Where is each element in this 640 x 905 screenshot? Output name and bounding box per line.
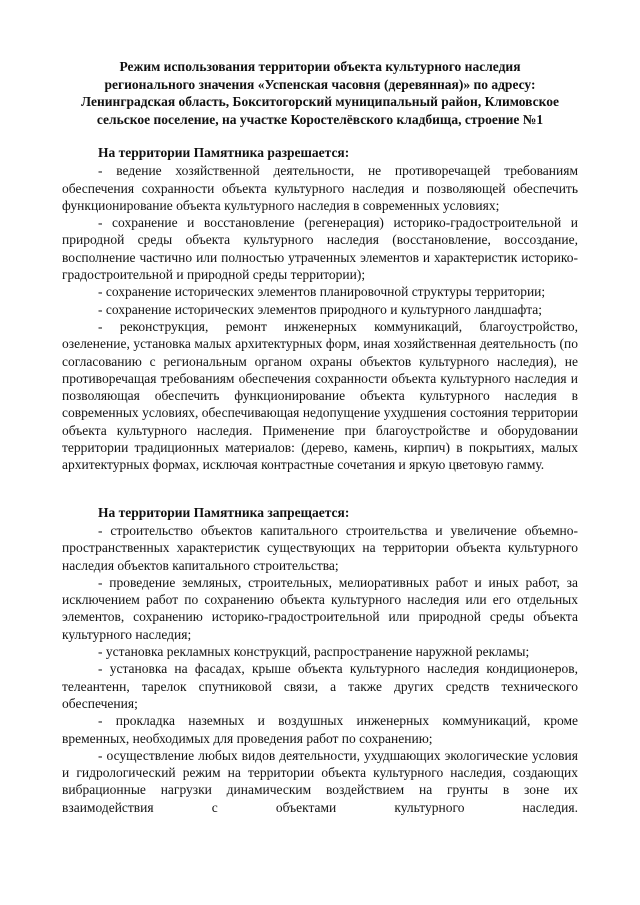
title-line: сельское поселение, на участке Коростелёвского кладбища, строение №1	[96, 111, 544, 127]
allowed-item: - сохранение исторических элементов природного и культурного ландшафта;	[98, 301, 543, 317]
allowed-item: - сохранение и восстановление (регенерация) историко-градостроительной и природной среды объекта культурного наследия (восстановление, воссоздание, восполнение частично или полностью утраченных элементов и характеристик историко-градостроительной и природной среды территории);	[62, 215, 578, 283]
document-page	[62, 58, 578, 816]
allowed-item: - сохранение исторических элементов планировочной структуры территории;	[98, 284, 546, 300]
forbidden-item: - установка на фасадах, крыше объекта культурного наследия кондиционеров, телеантенн, тарелок спутниковой связи, а также других средств технического обеспечения;	[62, 661, 578, 711]
allowed-heading: На территории Памятника разрешается:	[98, 145, 350, 160]
allowed-item: - реконструкция, ремонт инженерных коммуникаций, благоустройство, озеленение, установка малых архитектурных форм, иная хозяйственная деятельность (по согласованию с региональным органом охраны объектов культурного наследия), не противоречащая требованиям обеспечения сохранности объекта культурного наследия и позволяющая обеспечить функционирование объекта культурного наследия в современных условиях, обеспечивающая недопущение ухудшения состояния территории объекта культурного наследия. Применение при благоустройстве и оборудовании территории традиционных материалов: (дерево, камень, кирпич) в покрытиях, малых архитектурных формах, исключая контрастные сочетания и яркую цветовую гамму.	[62, 318, 578, 473]
title-line: Режим использования территории объекта культурного наследия	[119, 59, 521, 74]
forbidden-item: - проведение земляных, строительных, мелиоративных работ и иных работ, за исключением работ по сохранению объекта культурного наследия или его отдельных элементов, сохранению историко-градостроительной или природной среды объекта культурного наследия;	[62, 574, 578, 642]
allowed-list	[62, 162, 578, 473]
forbidden-heading: На территории Памятника запрещается:	[98, 504, 350, 520]
forbidden-item: - прокладка наземных и воздушных инженерных коммуникаций, кроме временных, необходимых для проведения работ по сохранению;	[62, 713, 578, 746]
document-title	[62, 58, 578, 128]
forbidden-item: - осуществление любых видов деятельности, ухудшающих экологические условия и гидрологический режим на территории объекта культурного наследия, создающих вибрационные нагрузки динамическим воздействием на грунты в зоне их взаимодействия с объектами культурного наследия.	[62, 747, 578, 815]
title-line: регионального значения «Успенская часовня (деревянная)» по адресу:	[104, 76, 536, 92]
forbidden-item: - установка рекламных конструкций, распространение наружной рекламы;	[98, 644, 530, 660]
title-line: Ленинградская область, Бокситогорский муниципальный район, Климовское	[81, 94, 559, 109]
allowed-item: - ведение хозяйственной деятельности, не противоречащей требованиям обеспечения сохранности объекта культурного наследия и позволяющей обеспечить функционирование объекта культурного наследия в современных условиях;	[62, 163, 578, 213]
forbidden-list	[62, 522, 578, 816]
forbidden-item: - строительство объектов капитального строительства и увеличение объемно-пространственных характеристик существующих на территории объекта культурного наследия объектов капитального строительства;	[62, 522, 578, 573]
